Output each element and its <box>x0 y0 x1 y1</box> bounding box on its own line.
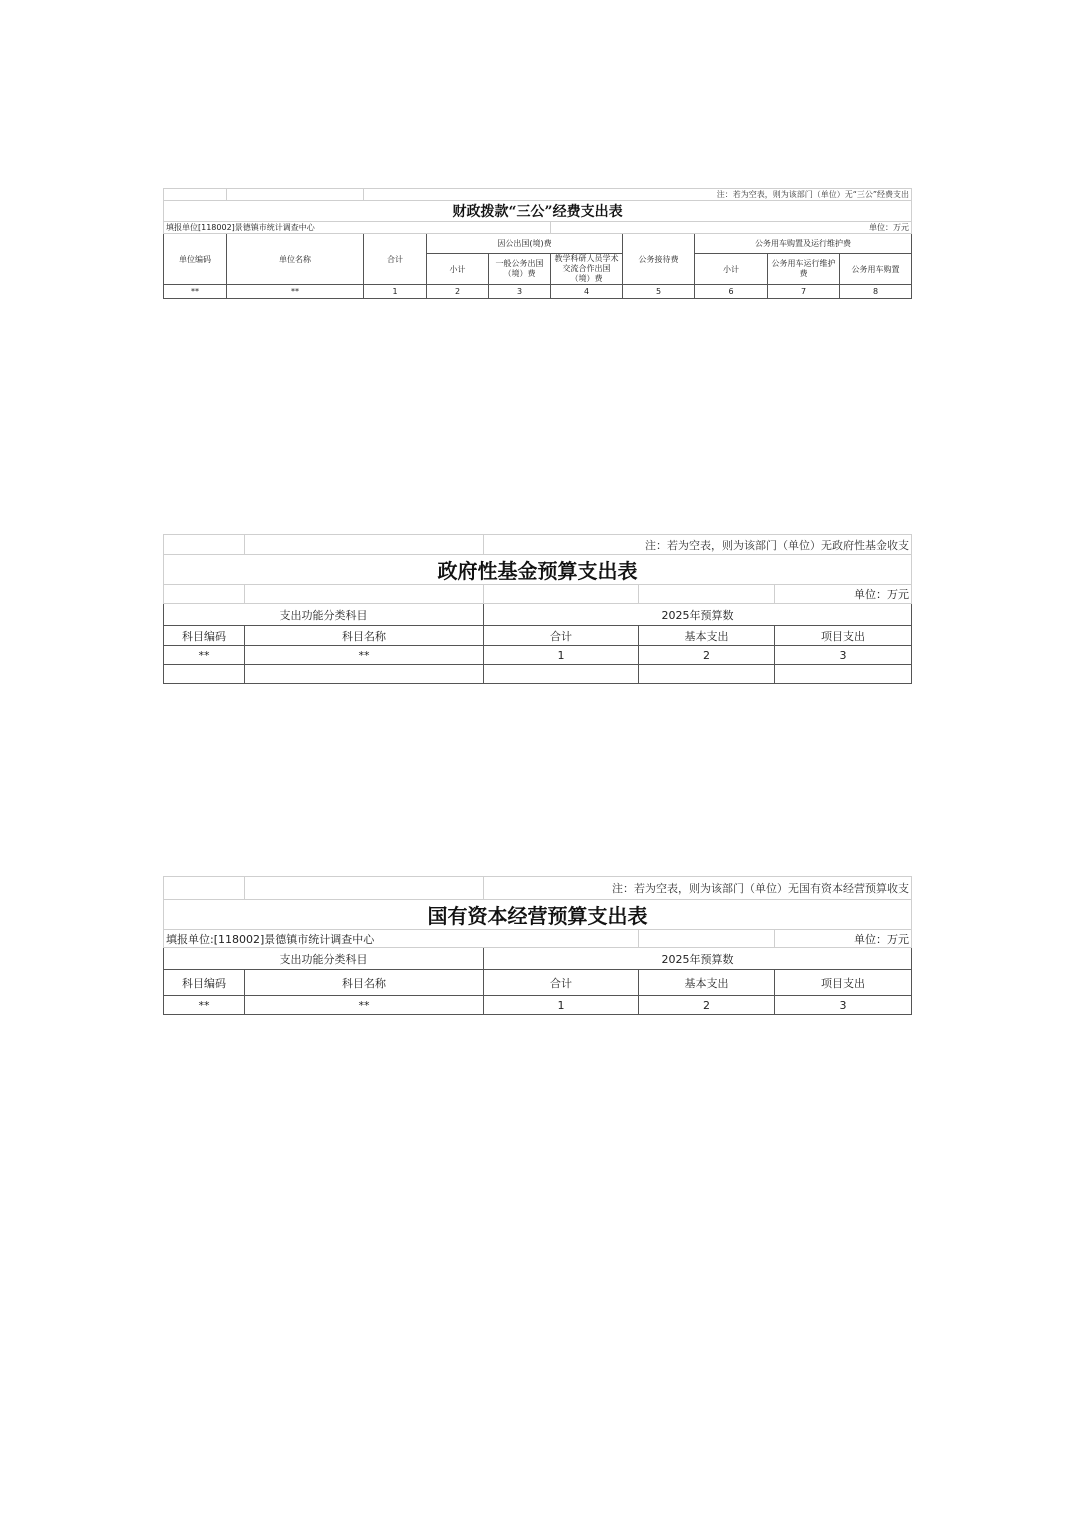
unit-label: 单位：万元 <box>551 222 912 234</box>
header-vehicle-subtotal: 小计 <box>695 254 768 285</box>
header-project: 项目支出 <box>775 970 912 996</box>
header-vehicle-buy: 公务用车购置 <box>840 254 912 285</box>
header-budget: 2025年预算数 <box>484 604 912 626</box>
filler-unit: 填报单位:[118002]景德镇市统计调查中心 <box>164 930 639 948</box>
header-total: 合计 <box>484 626 639 646</box>
header-general-abroad: 一般公务出国（境）费 <box>489 254 551 285</box>
three-public-expense-table <box>163 188 911 299</box>
table-note: 注：若为空表，则为该部门（单位）无国有资本经营预算收支 <box>484 877 912 900</box>
government-fund-table <box>163 534 911 684</box>
header-project: 项目支出 <box>775 626 912 646</box>
header-code: 科目编码 <box>164 970 245 996</box>
index-row: ** ** 1 2 3 <box>164 996 912 1015</box>
header-basic: 基本支出 <box>639 626 775 646</box>
unit-label: 单位：万元 <box>775 930 912 948</box>
table-title: 国有资本经营预算支出表 <box>164 900 912 930</box>
header-unit-name: 单位名称 <box>227 234 364 285</box>
header-unit-code: 单位编码 <box>164 234 227 285</box>
header-vehicle: 公务用车购置及运行维护费 <box>695 234 912 254</box>
table-note: 注：若为空表，则为该部门（单位）无“三公”经费支出 <box>364 189 912 201</box>
header-basic: 基本支出 <box>639 970 775 996</box>
header-total: 合计 <box>364 234 427 285</box>
header-name: 科目名称 <box>245 970 484 996</box>
header-total: 合计 <box>484 970 639 996</box>
index-row: ** ** 1 2 3 4 5 6 7 8 <box>164 285 912 299</box>
empty-row <box>164 665 912 684</box>
header-abroad: 因公出国(境)费 <box>427 234 623 254</box>
state-capital-table <box>163 876 911 1015</box>
header-vehicle-run: 公务用车运行维护费 <box>768 254 840 285</box>
header-reception: 公务接待费 <box>623 234 695 285</box>
header-name: 科目名称 <box>245 626 484 646</box>
header-code: 科目编码 <box>164 626 245 646</box>
table-title: 政府性基金预算支出表 <box>164 555 912 585</box>
header-budget: 2025年预算数 <box>484 948 912 970</box>
index-row: ** ** 1 2 3 <box>164 646 912 665</box>
header-category: 支出功能分类科目 <box>164 604 484 626</box>
table-note: 注：若为空表，则为该部门（单位）无政府性基金收支 <box>484 535 912 555</box>
filler-unit: 填报单位[118002]景德镇市统计调查中心 <box>164 222 551 234</box>
header-academic-abroad: 教学科研人员学术交流合作出国（境）费 <box>551 254 623 285</box>
header-category: 支出功能分类科目 <box>164 948 484 970</box>
header-subtotal: 小计 <box>427 254 489 285</box>
unit-label: 单位：万元 <box>775 585 912 604</box>
table-title: 财政拨款“三公”经费支出表 <box>164 201 912 222</box>
